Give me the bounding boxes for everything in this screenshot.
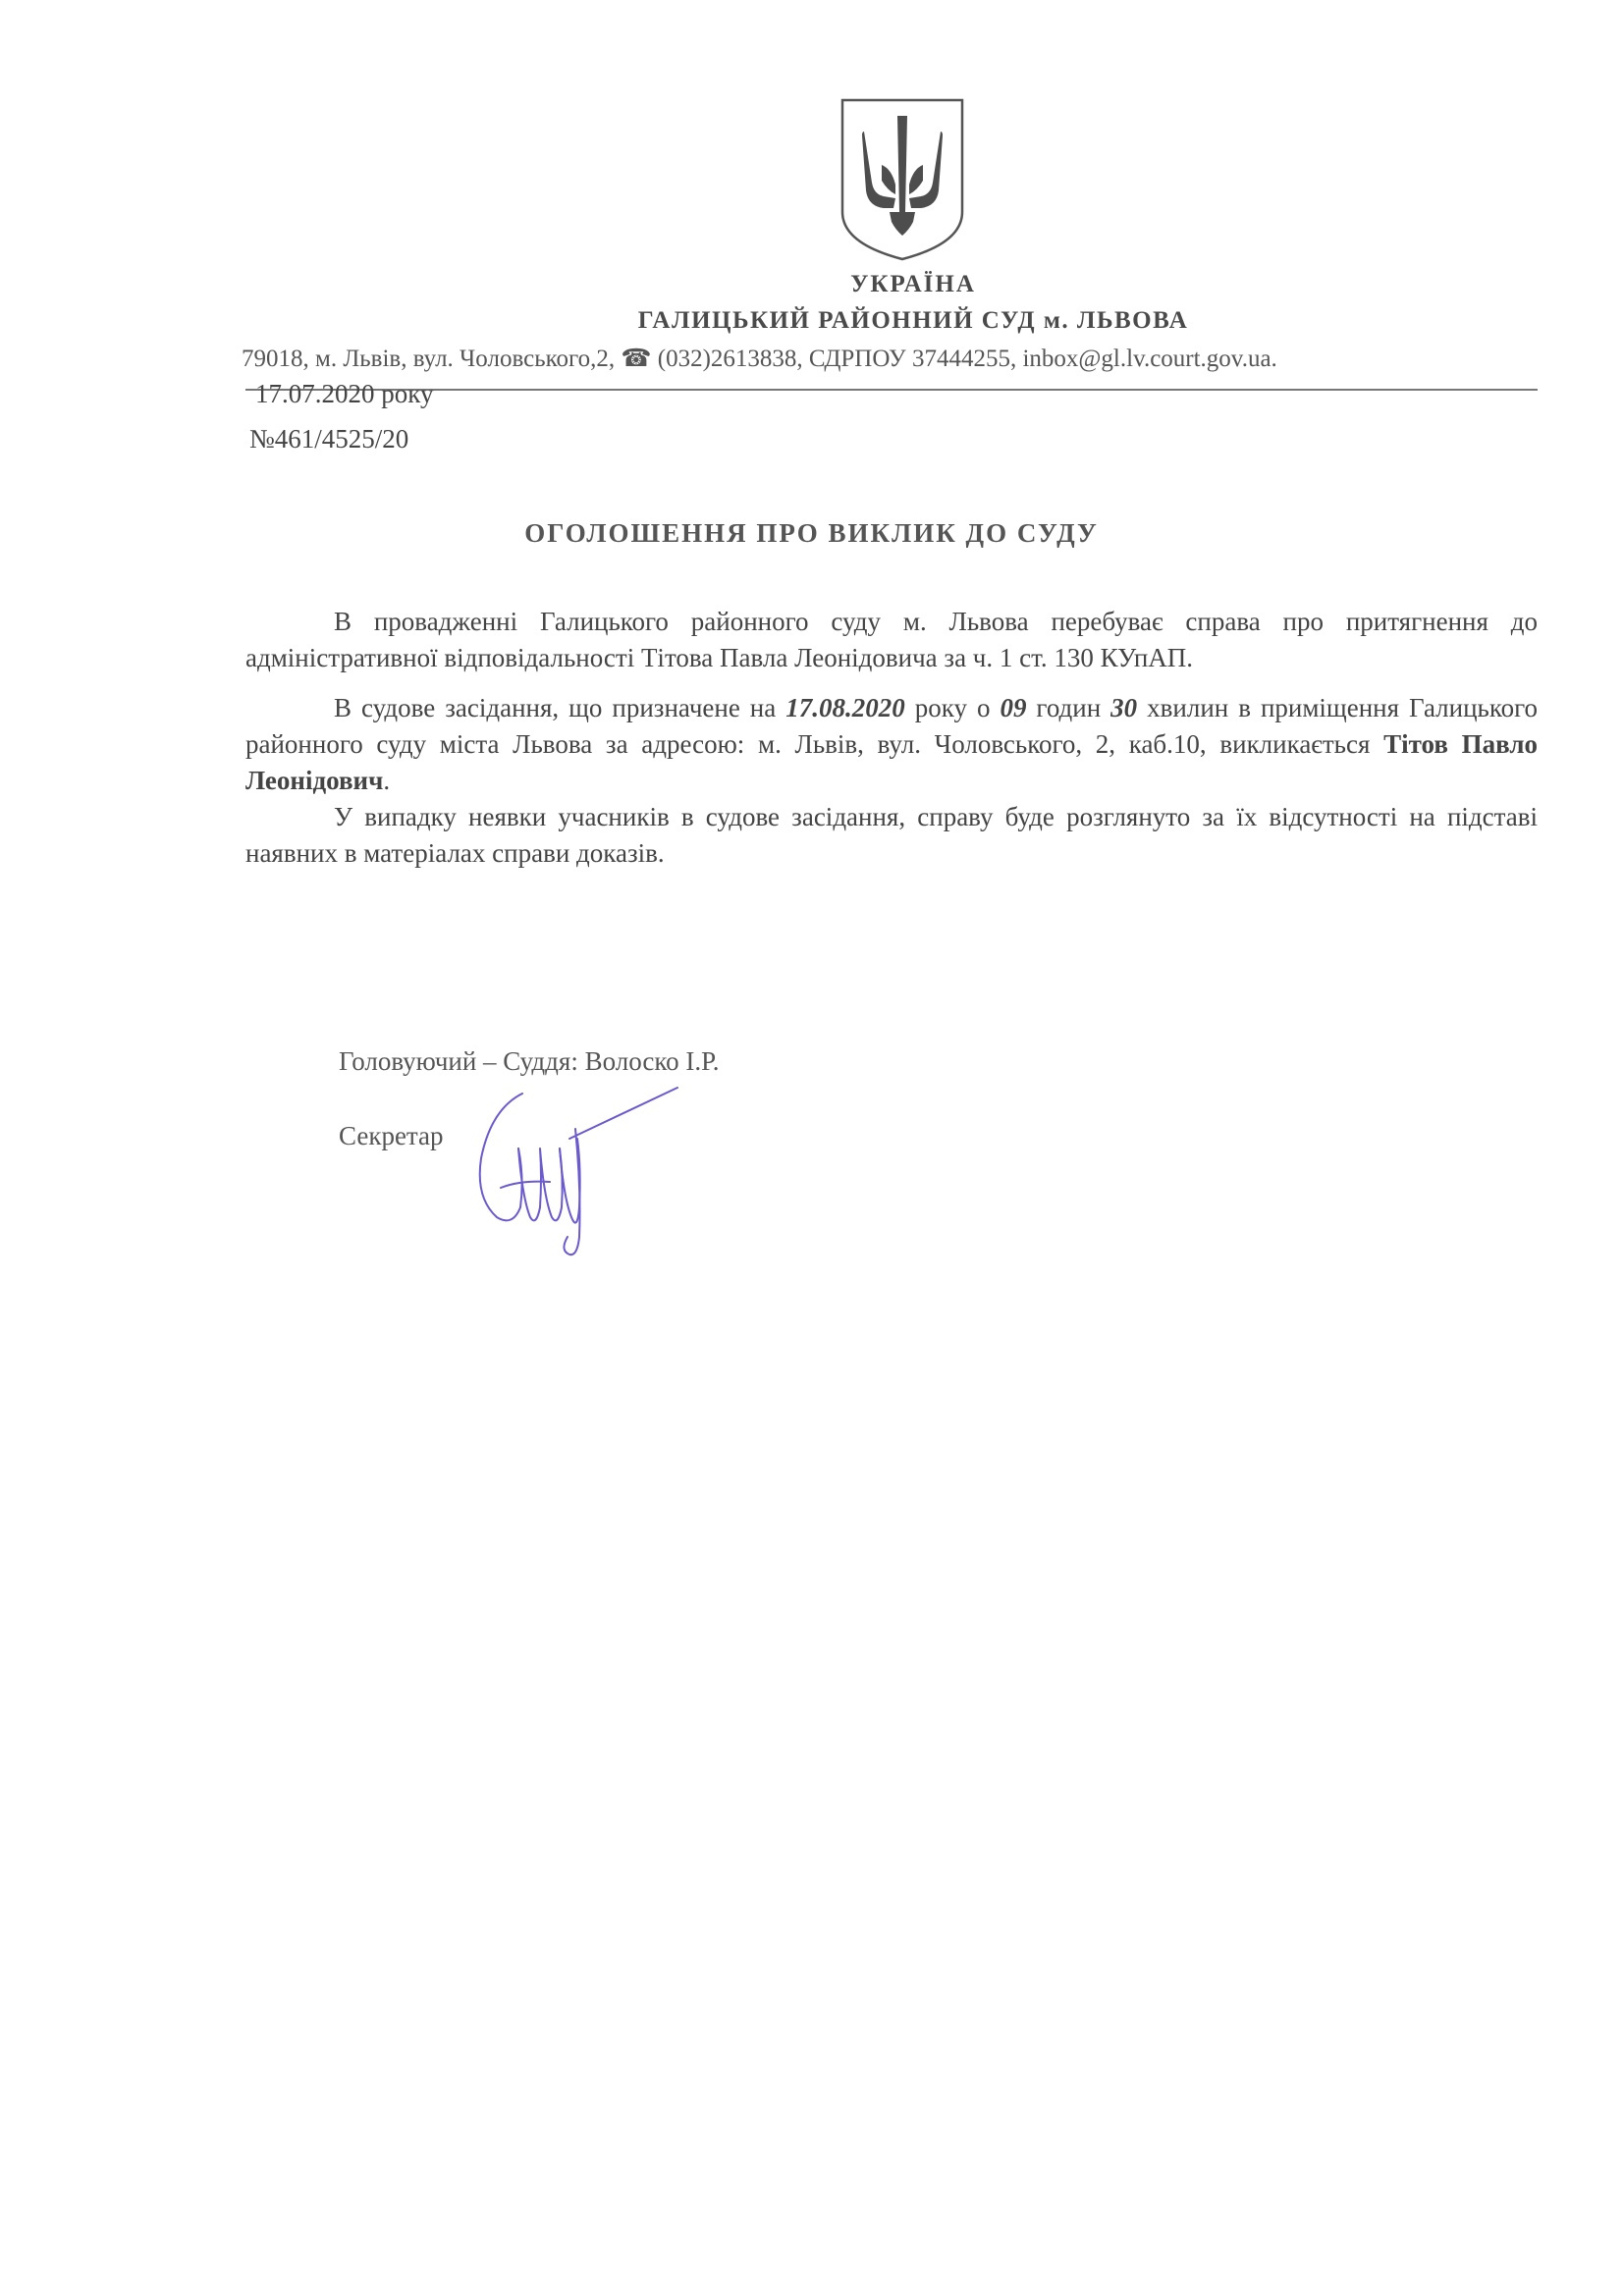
coat-of-arms-emblem [837, 96, 968, 263]
secretary-label: Секретар [339, 1121, 444, 1150]
court-name-suffix: м. ЛЬВОВА [1043, 307, 1189, 334]
hearing-date: 17.08.2020 [785, 693, 905, 722]
hearing-hour: 09 [1000, 693, 1027, 722]
case-number: №461/4525/20 [249, 424, 409, 454]
court-name-heading [0, 307, 1623, 335]
presiding-judge: Головуючий – Суддя: Волоско І.Р. [339, 1046, 720, 1076]
country-heading: УКРАЇНА [850, 271, 976, 297]
court-name-main: ГАЛИЦЬКИЙ РАЙОННИЙ СУД [637, 307, 1037, 334]
hearing-text-e: . [383, 766, 391, 795]
hearing-text-a: В судове засідання, що призначене на [334, 693, 786, 722]
header-divider [245, 389, 1538, 391]
paragraph-case: В провадженні Галицького районного суду м. Львова перебуває справа про притягнення до адміністративної відповідальності Тітова Павла Леонідовича за ч. 1 ст. 130 КУпАП. [245, 607, 1538, 672]
summoned-person-name: Тітов Павло Леонідович [245, 729, 1539, 795]
hearing-text-b: року о [904, 693, 1001, 722]
address-contacts: (032)2613838, СДРПОУ 37444255, inbox@gl.lv.court.gov.ua. [657, 346, 1277, 372]
document-title: ОГОЛОШЕННЯ ПРО ВИКЛИК ДО СУДУ [524, 518, 1099, 548]
document-date: 17.07.2020 року [255, 379, 434, 408]
handwritten-signature [461, 1070, 697, 1266]
paragraph-hearing [245, 690, 1538, 799]
hearing-text-d: хвилин в приміщення Галицького районного суду міста Львова за адресою: м. Львів, вул. Чоловського, 2, каб.10, викликається [245, 693, 1539, 759]
paragraph-absence: У випадку неявки учасників в судове засідання, справу буде розглянуто за їх відсутності на підставі наявних в матеріалах справи доказів. [245, 802, 1538, 868]
address-street: 79018, м. Львів, вул. Чоловського,2, [242, 346, 616, 372]
hearing-minutes: 30 [1110, 693, 1138, 722]
phone-icon: ☎ [621, 346, 652, 372]
court-address [242, 344, 1277, 373]
document-body [245, 604, 1538, 885]
hearing-text-c: годин [1026, 693, 1111, 722]
